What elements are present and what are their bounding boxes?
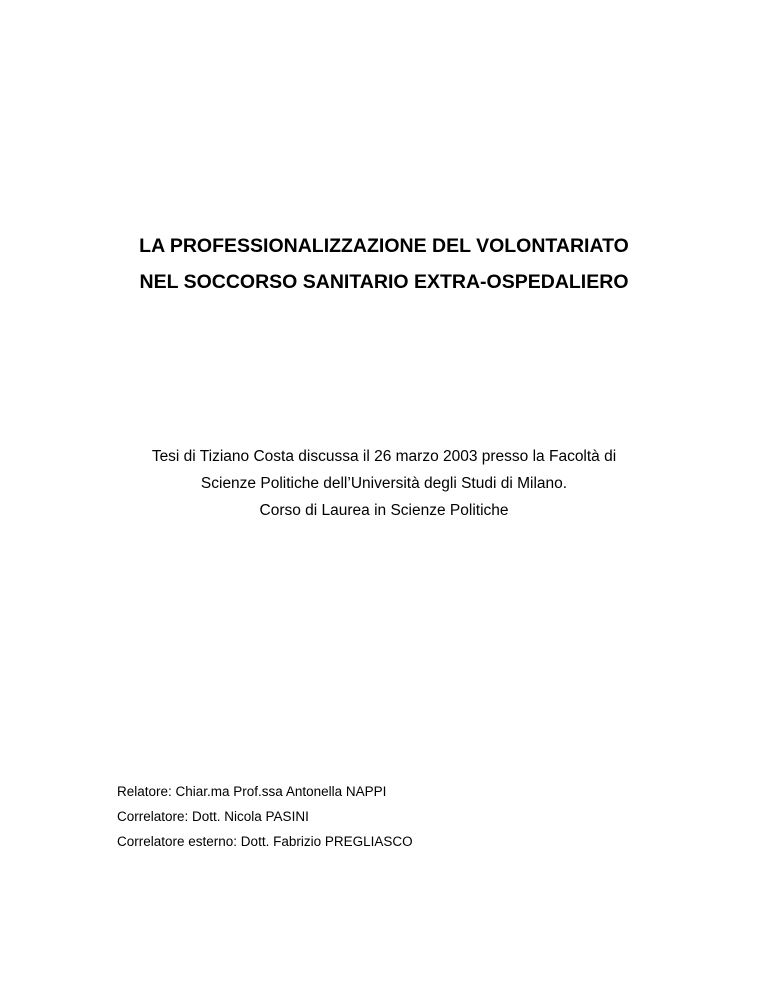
correlatore-esterno-line: Correlatore esterno: Dott. Fabrizio PREGLIASCO (117, 834, 413, 849)
title-line-2: NEL SOCCORSO SANITARIO EXTRA-OSPEDALIERO (139, 271, 629, 293)
info-line-course: Corso di Laurea in Scienze Politiche (259, 502, 509, 519)
thesis-title (0, 228, 768, 300)
thesis-info (0, 443, 768, 524)
correlatore-line: Correlatore: Dott. Nicola PASINI (117, 809, 309, 824)
info-line-author: Tesi di Tiziano Costa discussa il 26 marzo 2003 presso la Facoltà di (151, 448, 617, 465)
relatore-line: Relatore: Chiar.ma Prof.ssa Antonella NAPPI (117, 784, 387, 799)
info-line-faculty: Scienze Politiche dell’Università degli Studi di Milano. (200, 475, 568, 492)
supervisors-block (117, 779, 413, 854)
title-line-1: LA PROFESSIONALIZZAZIONE DEL VOLONTARIATO (139, 235, 629, 257)
